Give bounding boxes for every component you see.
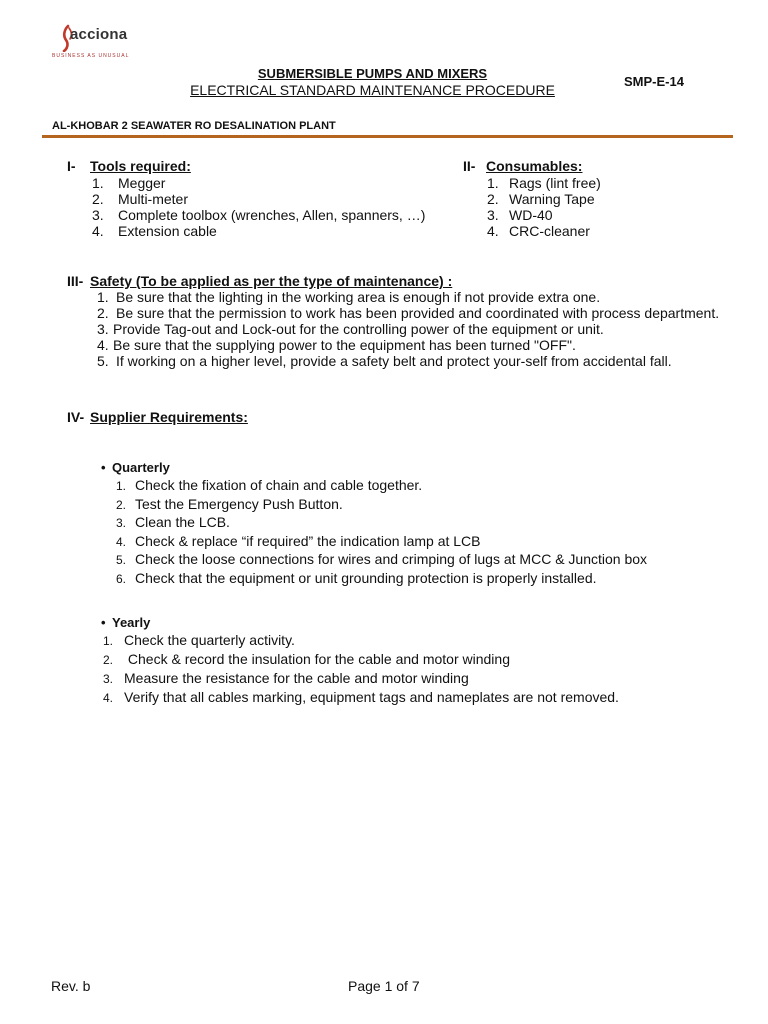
- list-item-number: 1.: [92, 175, 104, 191]
- consumables-list: [487, 175, 601, 239]
- consumables-roman: II-: [463, 158, 476, 174]
- list-item-number: 2.: [116, 497, 127, 512]
- consumables-heading-label: Consumables:: [486, 158, 583, 174]
- list-item: [487, 175, 601, 191]
- bullet-icon: •: [101, 460, 106, 475]
- list-item: [97, 337, 719, 353]
- list-item-number: 2.: [92, 191, 104, 207]
- list-item-number: 1.: [97, 289, 109, 305]
- list-item: [92, 175, 425, 191]
- list-item-text: Check the loose connections for wires and crimping of lugs at MCC & Junction box: [135, 551, 648, 568]
- list-item: [92, 223, 425, 239]
- list-item-text: Verify that all cables marking, equipment tags and nameplates are not removed.: [124, 689, 619, 705]
- logo-tagline: BUSINESS AS UNUSUAL: [52, 53, 130, 59]
- list-item-number: 3.: [92, 207, 104, 223]
- list-item-text: Check & record the insulation for the cable and motor winding: [124, 651, 510, 667]
- list-item: [116, 551, 647, 570]
- list-item-number: 2.: [103, 653, 114, 667]
- list-item: [116, 477, 647, 496]
- list-item-number: 3.: [487, 207, 499, 223]
- list-item: [103, 688, 619, 707]
- tools-heading-label: Tools required:: [90, 158, 191, 174]
- list-item-text: Extension cable: [118, 223, 217, 239]
- tools-list: [92, 175, 425, 239]
- document-subtitle: ELECTRICAL STANDARD MAINTENANCE PROCEDURE: [190, 82, 555, 98]
- document-code: SMP-E-14: [624, 74, 684, 89]
- quarterly-list: [116, 477, 647, 589]
- page-number: Page 1 of 7: [348, 978, 420, 994]
- list-item-text: Check the fixation of chain and cable together.: [135, 477, 423, 493]
- list-item-text: Test the Emergency Push Button.: [135, 495, 343, 512]
- acciona-logo: [52, 20, 162, 68]
- safety-list: [97, 289, 719, 369]
- list-item-text: WD-40: [509, 207, 553, 223]
- list-item: [116, 570, 647, 589]
- list-item-text: Check that the equipment or unit grounding protection is properly installed.: [135, 569, 597, 586]
- list-item-text: Multi-meter: [118, 191, 189, 207]
- safety-heading-label: Safety (To be applied as per the type of maintenance) :: [90, 273, 453, 289]
- list-item: [92, 207, 425, 223]
- yearly-list: [103, 631, 619, 707]
- list-item-text: Be sure that the supplying power to the equipment has been turned "OFF".: [113, 337, 576, 353]
- header-divider: [42, 135, 733, 138]
- list-item: [103, 650, 619, 669]
- list-item: [92, 191, 425, 207]
- list-item-number: 6.: [116, 571, 127, 586]
- plant-name: AL-KHOBAR 2 SEAWATER RO DESALINATION PLANT: [52, 120, 336, 132]
- document-title: SUBMERSIBLE PUMPS AND MIXERS: [257, 66, 488, 81]
- list-item-number: 4.: [103, 691, 114, 705]
- list-item-text: If working on a higher level, provide a safety belt and protect your-self from accidental fall.: [116, 353, 672, 369]
- list-item-number: 2.: [487, 191, 499, 207]
- list-item-text: CRC-cleaner: [509, 223, 590, 239]
- list-item-number: 1.: [116, 479, 127, 493]
- list-item-text: Clean the LCB.: [135, 514, 230, 531]
- quarterly-label: Quarterly: [112, 460, 170, 475]
- list-item: [103, 669, 619, 688]
- list-item-number: 3.: [116, 516, 127, 531]
- yearly-heading: [101, 615, 150, 630]
- list-item-text: Be sure that the permission to work has been provided and coordinated with process department.: [116, 305, 720, 321]
- list-item: [97, 321, 719, 337]
- list-item-number: 2.: [97, 305, 109, 321]
- list-item-number: 5.: [97, 353, 109, 369]
- list-item-text: Warning Tape: [509, 191, 595, 207]
- list-item: [487, 191, 601, 207]
- list-item-number: 4.: [97, 337, 109, 353]
- list-item: [116, 533, 647, 552]
- list-item-text: Complete toolbox (wrenches, Allen, spanners, …): [118, 207, 426, 223]
- logo-wordmark: acciona: [70, 26, 128, 43]
- list-item-text: Provide Tag-out and Lock-out for the controlling power of the equipment or unit.: [113, 321, 604, 337]
- supplier-section-heading: [67, 409, 248, 425]
- list-item-text: Check the quarterly activity.: [124, 632, 295, 648]
- list-item-number: 1.: [487, 175, 499, 191]
- list-item-number: 1.: [103, 634, 114, 648]
- list-item: [97, 289, 719, 305]
- revision-label: Rev. b: [51, 978, 91, 994]
- list-item: [116, 496, 647, 515]
- consumables-section-heading: [463, 158, 582, 174]
- list-item-text: Check & replace “if required” the indication lamp at LCB: [135, 532, 481, 549]
- quarterly-heading: [101, 460, 170, 475]
- list-item-text: Rags (lint free): [509, 175, 601, 191]
- yearly-label: Yearly: [112, 615, 151, 630]
- list-item-number: 4.: [116, 534, 127, 549]
- list-item-number: 4.: [487, 223, 499, 239]
- list-item: [97, 305, 719, 321]
- safety-section-heading: [67, 273, 452, 289]
- list-item: [97, 353, 719, 369]
- list-item-text: Be sure that the lighting in the working area is enough if not provide extra one.: [116, 289, 601, 305]
- list-item: [103, 631, 619, 650]
- list-item-text: Measure the resistance for the cable and motor winding: [124, 670, 469, 686]
- supplier-roman: IV-: [67, 409, 85, 425]
- list-item: [116, 514, 647, 533]
- safety-roman: III-: [67, 273, 84, 289]
- list-item-number: 3.: [103, 672, 114, 686]
- list-item: [487, 207, 601, 223]
- supplier-heading-label: Supplier Requirements:: [90, 409, 248, 425]
- tools-section-heading: [67, 158, 191, 174]
- list-item: [487, 223, 601, 239]
- list-item-text: Megger: [118, 175, 166, 191]
- list-item-number: 4.: [92, 223, 104, 239]
- list-item-number: 3.: [97, 321, 109, 337]
- list-item-number: 5.: [116, 553, 127, 568]
- tools-roman: I-: [67, 158, 76, 174]
- bullet-icon: •: [101, 615, 106, 630]
